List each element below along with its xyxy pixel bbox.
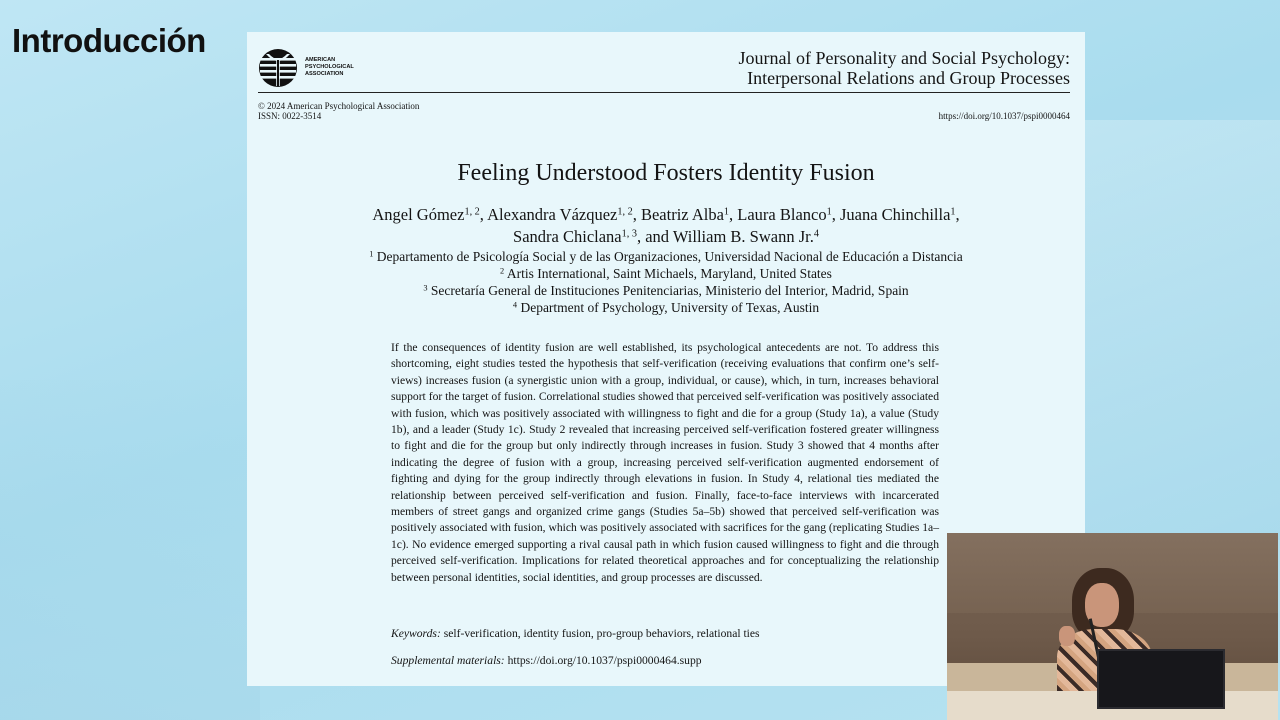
keywords: Keywords: self-verification, identity fusion, pro-group behaviors, relational ties <box>391 627 760 640</box>
paper-title: Feeling Understood Fosters Identity Fusion <box>457 160 875 186</box>
speaker-video <box>947 533 1278 720</box>
author: Alexandra Vázquez <box>487 205 618 224</box>
affiliation: $^4$ Department of Psychology, University of Texas, Austin <box>512 300 820 315</box>
apa-logo-icon <box>258 48 300 88</box>
background-shape <box>1080 120 1280 540</box>
affiliation: $^3$ Secretaría General de Instituciones Penitenciarias, Ministerio del Interior, Madrid, Spain <box>423 283 909 298</box>
author: Juana Chinchilla <box>839 205 951 224</box>
doi-link[interactable]: https://doi.org/10.1037/pspi0000464 <box>938 111 1070 121</box>
author: Sandra Chiclana <box>513 227 622 246</box>
copyright-block: © 2024 American Psychological Association ISSN: 0022-3514 <box>258 101 420 121</box>
journal-name: Journal of Personality and Social Psychology: Interpersonal Relations and Group Processes <box>738 48 1070 88</box>
author: Beatriz Alba <box>640 205 724 224</box>
supplemental-link[interactable]: https://doi.org/10.1037/pspi0000464.supp <box>507 654 702 667</box>
author-list: Angel Gómez$^{1, 2}$, Alexandra Vázquez$^{1, 2}$, Beatriz Alba$^1$, Laura Blanco$^1$, Juana Chinchilla$^1$, Sandra Chiclana$^{1, 3}$, and William B. Swann Jr.$^4$ <box>372 205 960 246</box>
affiliation: $^2$ Artis International, Saint Michaels, Maryland, United States <box>500 266 832 281</box>
background-shape <box>0 380 260 720</box>
laptop-icon <box>1097 649 1225 709</box>
author: William B. Swann Jr. <box>672 227 814 246</box>
slide-title: Introducción <box>12 22 206 59</box>
affiliation: $^1$ Departamento de Psicología Social y de las Organizaciones, Universidad Nacional de Educación a Distancia <box>369 249 963 264</box>
affiliations <box>307 248 1025 316</box>
abstract: If the consequences of identity fusion are well established, its psychological antecedents are not. To address this shortcoming, eight studies tested the hypothesis that self-verification (receiving evaluations that confirm one’s self-views) increases fusion (a synergistic union with a group, individual, or cause), which, in turn, increases behavioral support for the target of fusion. Correlational studies showed that perceived self-verification was positively associated with fusion, which was positively associated with willingness to fight and die for a group (Study 1a), a value (Study 1b), and a leader (Study 1c). Study 2 revealed that increasing perceived self-verification fostered greater willingness to fight and die for the group but only indirectly through increases in fusion. Study 3 showed that 4 months after indicating the degree of fusion with a group, increasing perceived self-verification augmented endorsement of fighting and dying for the group indirectly through elevations in fusion. In Study 4, relational ties mediated the relationship between perceived self-verification and fusion. Finally, face-to-face interviews with incarcerated members of street gangs and organized crime gangs (Studies 5a–5b) showed that perceived self-verification was positively associated with fusion, which was positively associated with sacrifices for the gang (replicating Studies 1a–1c). No evidence emerged supporting a rival causal path in which fusion caused willingness to fight and die through perceived self-verification. Implications for related theoretical approaches and for conceptualizing the relationship between personal identities, social identities, and group processes are discussed. <box>391 341 939 584</box>
supplemental-materials: Supplemental materials: https://doi.org/10.1037/pspi0000464.supp <box>391 654 702 667</box>
author: Laura Blanco <box>737 205 827 224</box>
apa-logo-text: AMERICAN PSYCHOLOGICAL ASSOCIATION <box>305 57 354 77</box>
header-divider <box>258 92 1070 93</box>
author: Angel Gómez <box>372 205 465 224</box>
